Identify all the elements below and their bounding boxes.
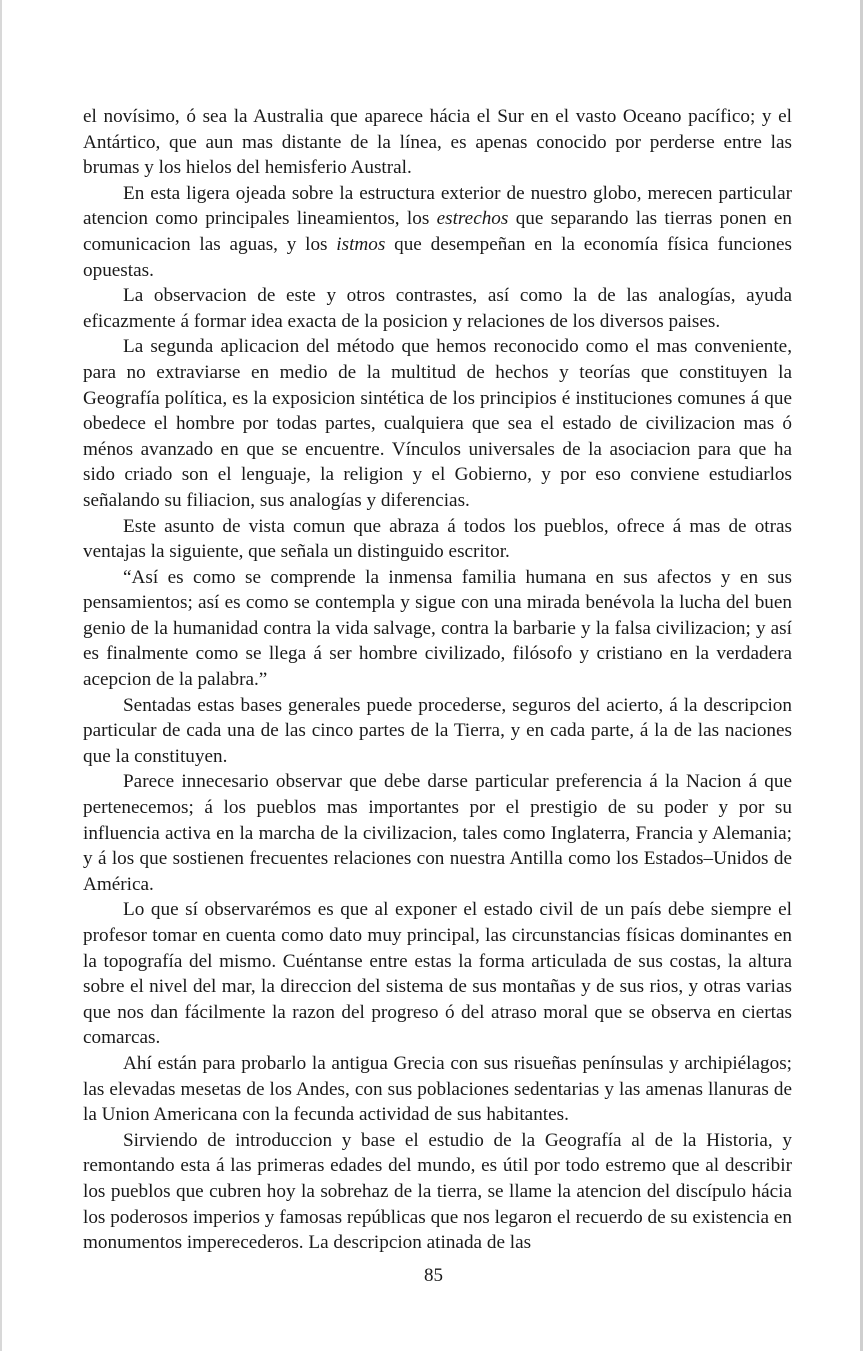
- text-segment: que separando las tierras ponen en comunicacion las aguas, y los: [83, 208, 792, 255]
- body-text: [83, 104, 792, 1256]
- page-number: 85: [424, 1265, 443, 1286]
- paragraph: [83, 897, 792, 1051]
- text-segment: Sentadas estas bases generales puede procederse, seguros del acierto, á la descripcion particular de cada una de las cinco partes de la Tierra, y en cada parte, á la de las naciones que la constituyen.: [83, 694, 792, 767]
- paragraph: [83, 769, 792, 897]
- text-segment: el novísimo, ó sea la Australia que aparece hácia el Sur en el vasto Oceano pacífico; y el Antártico, que aun mas distante de la línea, es apenas conocido por perderse entre las brumas y los hielos del hemisferio Austral.: [83, 106, 792, 179]
- paragraph: [83, 181, 792, 283]
- text-segment: Parece innecesario observar que debe darse particular preferencia á la Nacion á que pertenecemos; á los pueblos mas importantes por el prestigio de su poder y por su influencia activa en la marcha de la civilizacion, tales como Inglaterra, Francia y Alemania; y á los que sostienen frecuentes relaciones con nuestra Antilla como los Estados–Unidos de América.: [83, 771, 792, 895]
- paragraph: [83, 1051, 792, 1128]
- italic-term: estrechos: [436, 208, 509, 230]
- paragraph: [83, 283, 792, 334]
- quotation-paragraph: [83, 565, 792, 693]
- paragraph: [83, 104, 792, 181]
- text-segment: que desempeñan en la economía física funciones opuestas.: [83, 233, 793, 281]
- text-segment: Este asunto de vista comun que abraza á todos los pueblos, ofrece á mas de otras ventajas la siguiente, que señala un distinguido escritor.: [83, 515, 792, 563]
- text-segment: La segunda aplicacion del método que hemos reconocido como el mas conveniente, para no extraviarse en medio de la multitud de hechos y teorías que constituyen la Geografía política, es la exposicion sintética de los principios é instituciones comunes á que obedece el hombre por todas partes, cualquiera que sea el estado de civilizacion mas ó ménos avanzado en que se encuentre. Vínculos universales de la asociacion para que ha sido criado son el lenguaje, la religion y el Gobierno, y por eso conviene estudiarlos señalando su filiacion, sus analogías y diferencias.: [83, 336, 792, 511]
- text-segment: En esta ligera ojeada sobre la estructura exterior de nuestro globo, merecen particular atencion como principales lineamientos, los: [83, 182, 792, 230]
- text-segment: Sirviendo de introduccion y base el estudio de la Geografía al de la Historia, y remontando esta á las primeras edades del mundo, es útil por todo estremo que al describir los pueblos que cubren hoy la sobrehaz de la tierra, se llame la atencion del discípulo hácia los poderosos imperios y famosas repúblicas que nos legaron el recuerdo de su existencia en monumentos imperecederos. La descripcion atinada de las: [83, 1129, 792, 1254]
- text-segment: Lo que sí observarémos es que al exponer el estado civil de un país debe siempre el profesor tomar en cuenta como dato muy principal, las circunstancias físicas dominantes en la topografía del mismo. Cuéntanse entre estas la forma articulada de sus costas, la altura sobre el nivel del mar, la direccion del sistema de sus montañas y de sus rios, y otras varias que nos dan fácilmente la razon del progreso ó del atraso moral que se observa en ciertas comarcas.: [83, 899, 792, 1049]
- paragraph: [83, 1128, 792, 1256]
- italic-term: istmos: [336, 233, 386, 255]
- text-segment: La observacion de este y otros contrastes, así como la de las analogías, ayuda eficazmente á formar idea exacta de la posicion y relaciones de los diversos paises.: [83, 285, 792, 332]
- paragraph: [83, 334, 792, 513]
- paragraph: [83, 693, 792, 770]
- text-segment: Ahí están para probarlo la antigua Grecia con sus risueñas penínsulas y archipiélagos; las elevadas mesetas de los Andes, con sus poblaciones sedentarias y las amenas llanuras de la Union Americana con la fecunda actividad de sus habitantes.: [83, 1052, 792, 1126]
- paragraph: [83, 514, 792, 565]
- text-segment: “Así es como se comprende la inmensa familia humana en sus afectos y en sus pensamientos; así es como se contempla y sigue con una mirada benévola la lucha del buen genio de la humanidad contra la vida salvage, contra la barbarie y la falsa civilizacion; y así es finalmente como se llega á ser hombre civilizado, filósofo y cristiano en la verdadera acepcion de la palabra.”: [83, 566, 792, 691]
